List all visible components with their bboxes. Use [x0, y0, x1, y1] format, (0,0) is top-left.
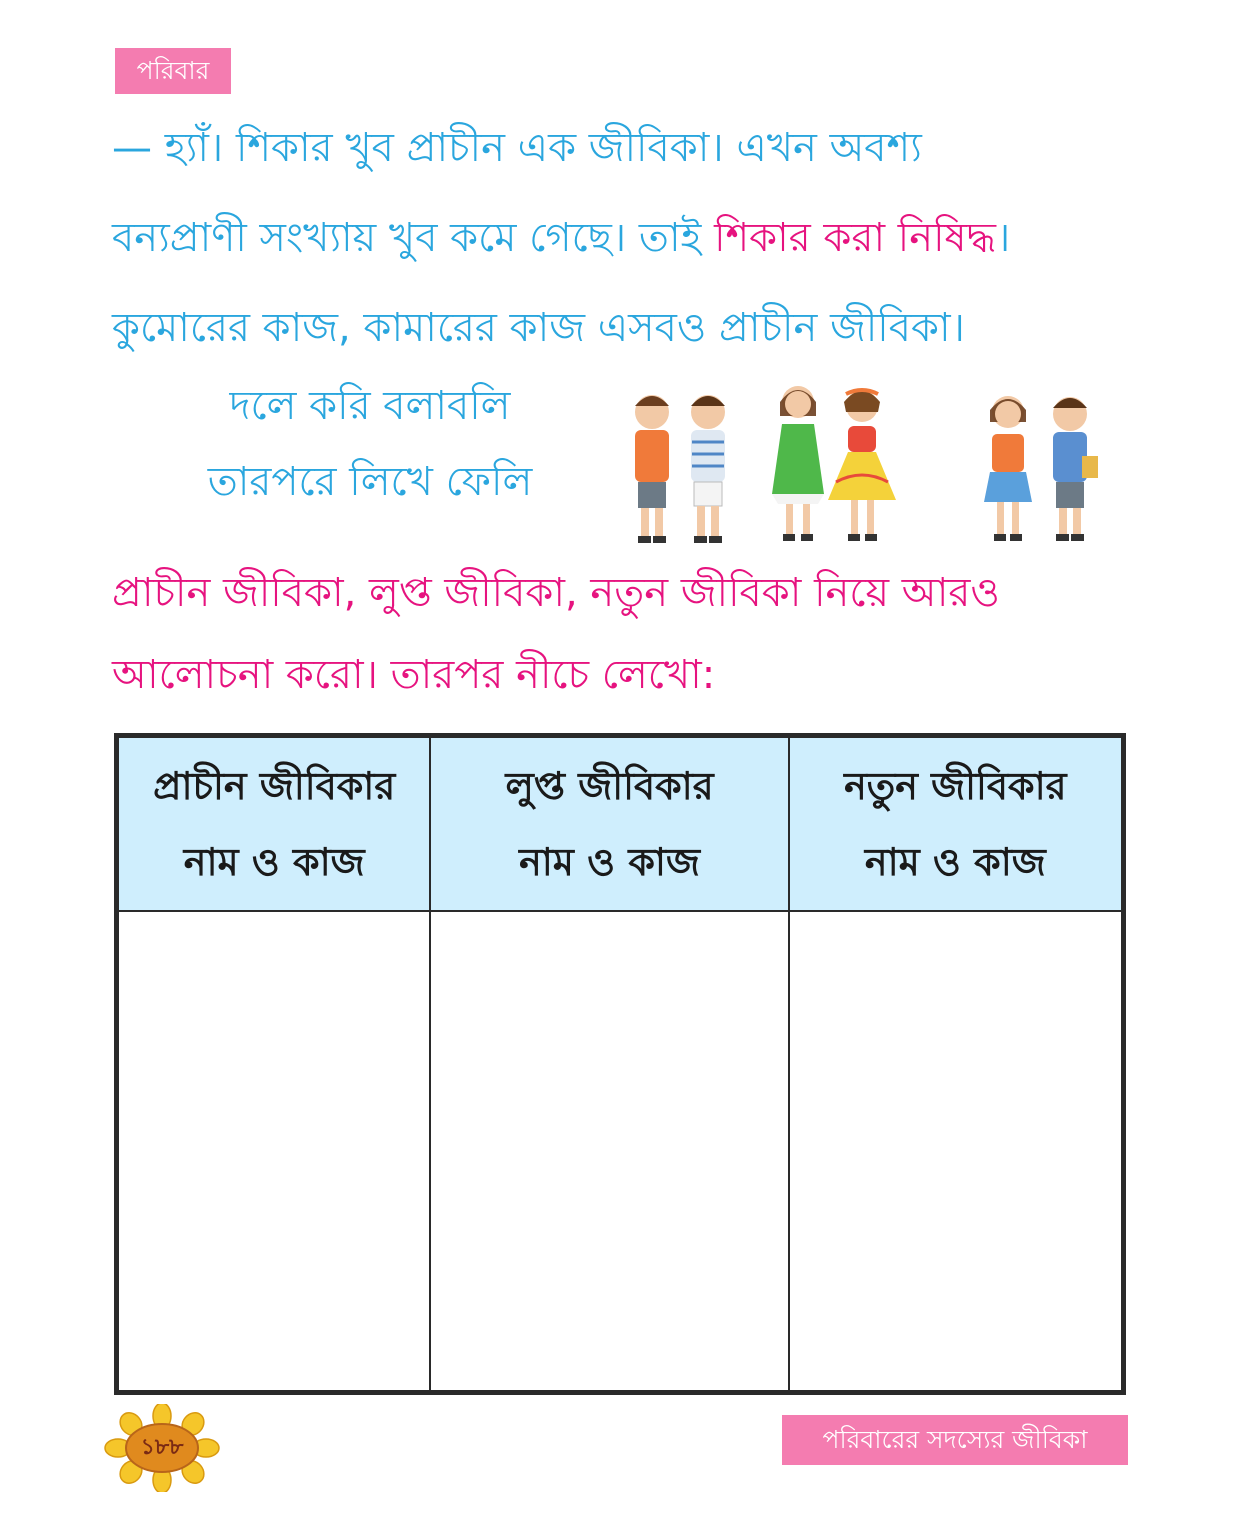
column-header-ancient: [118, 737, 430, 911]
task-line-1: প্রাচীন জীবিকা, লুপ্ত জীবিকা, নতুন জীবিকা নিয়ে আরও: [112, 570, 1000, 616]
girl-figure: [984, 396, 1032, 541]
intro-highlight: শিকার করা নিষিদ্ধ: [714, 215, 996, 261]
column-header-new: [789, 737, 1122, 911]
column-header-line: লুপ্ত জীবিকার: [505, 764, 714, 808]
answer-cell-ancient[interactable]: [118, 911, 430, 1391]
intro-line-2-text: বন্যপ্রাণী সংখ্যায় খুব কমে গেছে। তাই: [112, 215, 715, 261]
children-illustration: [610, 372, 1130, 552]
column-header-line: প্রাচীন জীবিকার: [153, 764, 396, 808]
intro-line-2: [112, 193, 1132, 283]
chapter-title-tag: পরিবারের সদস্যের জীবিকা: [782, 1415, 1128, 1465]
answer-cell-extinct[interactable]: [430, 911, 788, 1391]
column-header-line: নাম ও কাজ: [519, 840, 700, 884]
boy-figure: [691, 395, 725, 543]
column-header-line: নাম ও কাজ: [183, 840, 365, 884]
livelihood-table: [114, 733, 1126, 1395]
chapter-tag: পরিবার: [115, 48, 231, 94]
column-header-extinct: [430, 737, 788, 911]
girl-figure: [828, 390, 896, 541]
column-header-line: নাম ও কাজ: [864, 840, 1046, 884]
intro-line-1: — হ্যাঁ। শিকার খুব প্রাচীন এক জীবিকা। এখন অবশ্য: [112, 125, 922, 171]
answer-cell-new[interactable]: [789, 911, 1122, 1391]
rhyme-line-2: তারপরে লিখে ফেলি: [207, 459, 533, 505]
task-line-2: আলোচনা করো। তারপর নীচে লেখো:: [112, 652, 716, 698]
girl-figure: [772, 386, 824, 541]
boy-figure: [1053, 397, 1098, 541]
page-number: ১৮৮: [140, 1435, 184, 1460]
rhyme-line-1: দলে করি বলাবলি: [229, 383, 511, 429]
boy-figure: [635, 395, 669, 543]
intro-line-2-end: ।: [995, 215, 1011, 261]
intro-line-3: কুমোরের কাজ, কামারের কাজ এসবও প্রাচীন জীবিকা।: [112, 305, 965, 351]
column-header-line: নতুন জীবিকার: [844, 764, 1067, 808]
